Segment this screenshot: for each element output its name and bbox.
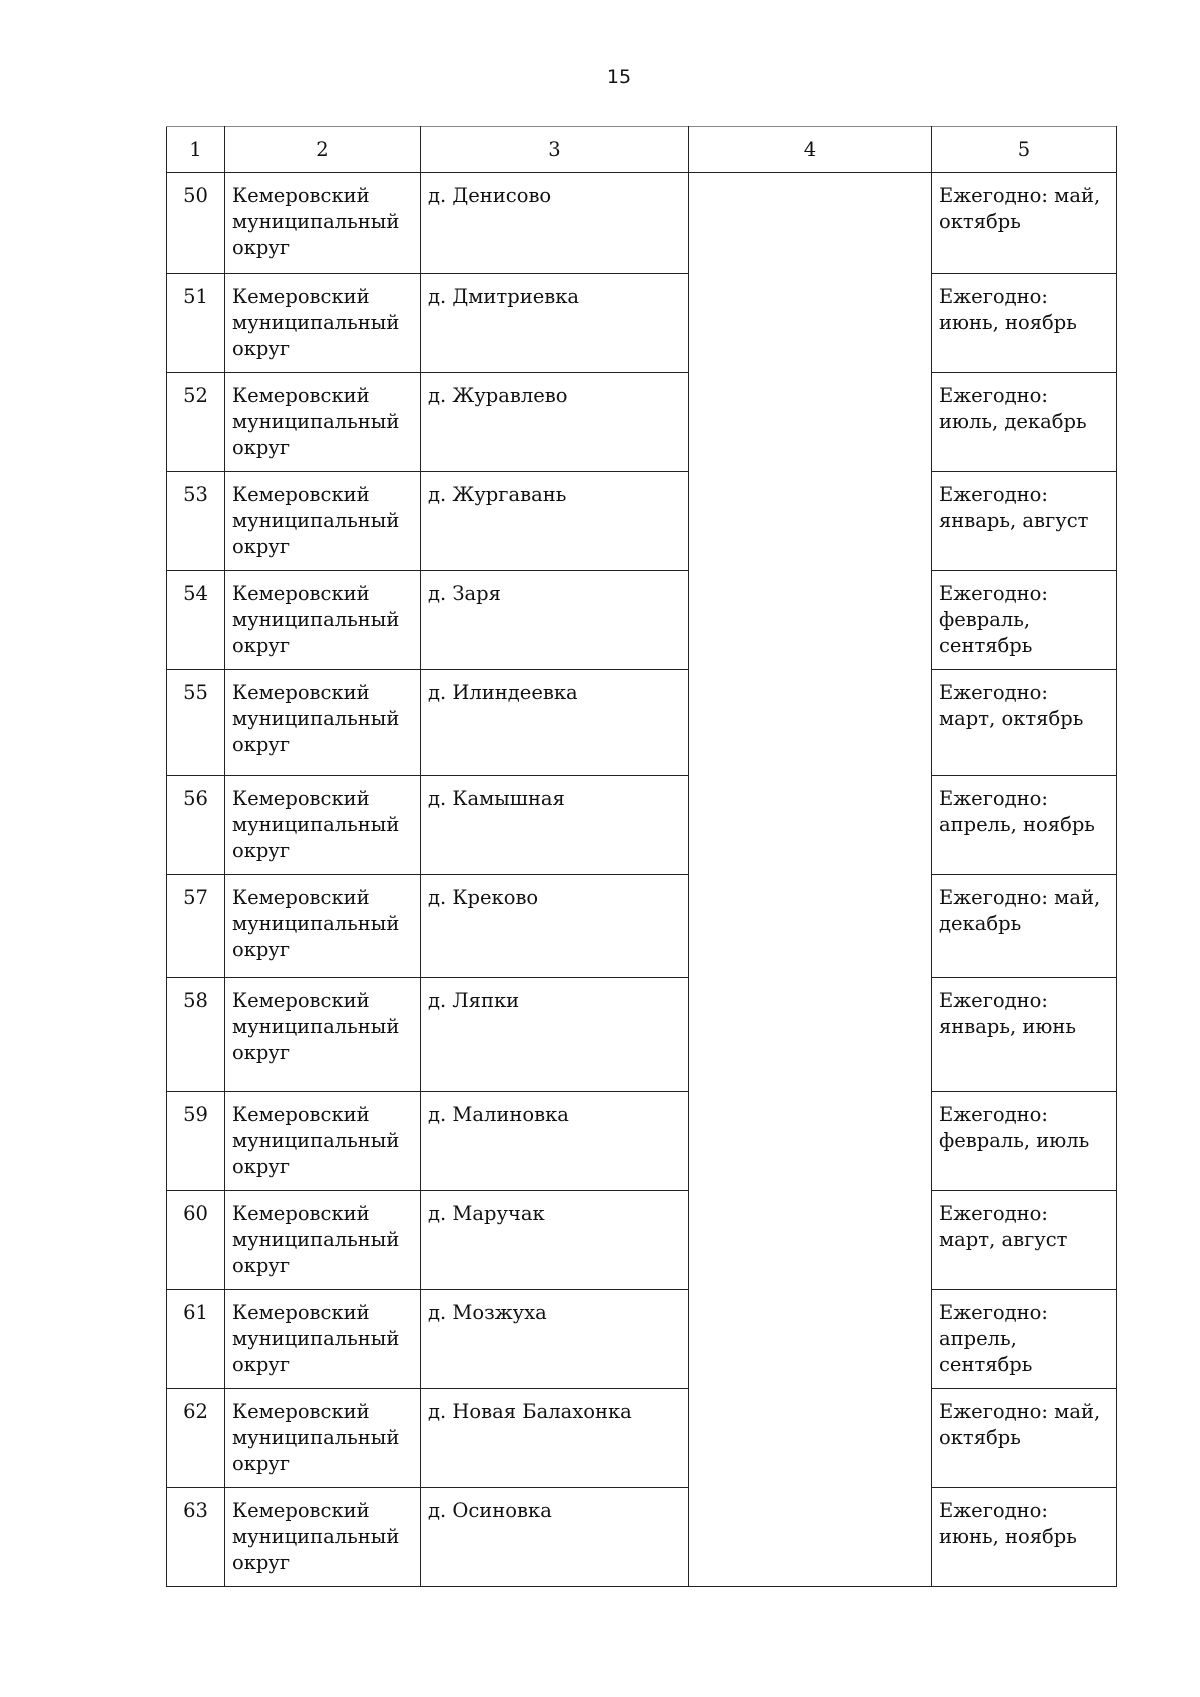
- table-row: [167, 776, 1117, 875]
- schedule-cell: Ежегодно: март, август: [932, 1191, 1117, 1290]
- page-number: 15: [606, 66, 632, 88]
- schedule-cell: Ежегодно: май, октябрь: [932, 173, 1117, 274]
- settlement-cell: д. Новая Балахонка: [421, 1389, 689, 1488]
- district-cell: Кемеровский муниципальный округ: [225, 1290, 421, 1389]
- header-cell: 3: [421, 127, 689, 173]
- district-cell: Кемеровский муниципальный округ: [225, 1092, 421, 1191]
- table-row: [167, 875, 1117, 978]
- table-row: [167, 472, 1117, 571]
- row-number-cell: 63: [167, 1488, 225, 1587]
- row-number-cell: 59: [167, 1092, 225, 1191]
- settlement-cell: д. Журавлево: [421, 373, 689, 472]
- row-number-cell: 53: [167, 472, 225, 571]
- district-cell: Кемеровский муниципальный округ: [225, 173, 421, 274]
- row-number-cell: 61: [167, 1290, 225, 1389]
- district-cell: Кемеровский муниципальный округ: [225, 571, 421, 670]
- district-cell: Кемеровский муниципальный округ: [225, 274, 421, 373]
- schedule-cell: Ежегодно: январь, август: [932, 472, 1117, 571]
- table-row: [167, 173, 1117, 274]
- row-number-cell: 50: [167, 173, 225, 274]
- settlement-cell: д. Камышная: [421, 776, 689, 875]
- district-cell: Кемеровский муниципальный округ: [225, 670, 421, 776]
- settlement-cell: д. Мозжуха: [421, 1290, 689, 1389]
- settlement-cell: д. Маручак: [421, 1191, 689, 1290]
- district-cell: Кемеровский муниципальный округ: [225, 373, 421, 472]
- header-cell: 1: [167, 127, 225, 173]
- header-cell: 2: [225, 127, 421, 173]
- schedule-cell: Ежегодно: март, октябрь: [932, 670, 1117, 776]
- table-row: [167, 1092, 1117, 1191]
- row-number-cell: 58: [167, 978, 225, 1092]
- row-number-cell: 56: [167, 776, 225, 875]
- district-cell: Кемеровский муниципальный округ: [225, 776, 421, 875]
- table-row: [167, 571, 1117, 670]
- schedule-table: [166, 126, 1117, 1587]
- settlement-cell: д. Илиндеевка: [421, 670, 689, 776]
- header-row: [167, 127, 1117, 173]
- settlement-cell: д. Осиновка: [421, 1488, 689, 1587]
- schedule-cell: Ежегодно: май, октябрь: [932, 1389, 1117, 1488]
- schedule-cell: Ежегодно: февраль, июль: [932, 1092, 1117, 1191]
- schedule-cell: Ежегодно: май, декабрь: [932, 875, 1117, 978]
- settlement-cell: д. Заря: [421, 571, 689, 670]
- row-number-cell: 55: [167, 670, 225, 776]
- table-row: [167, 1389, 1117, 1488]
- district-cell: Кемеровский муниципальный округ: [225, 1488, 421, 1587]
- table-row: [167, 373, 1117, 472]
- row-number-cell: 62: [167, 1389, 225, 1488]
- row-number-cell: 60: [167, 1191, 225, 1290]
- table-row: [167, 1290, 1117, 1389]
- row-number-cell: 51: [167, 274, 225, 373]
- schedule-cell: Ежегодно: апрель, ноябрь: [932, 776, 1117, 875]
- table-row: [167, 1191, 1117, 1290]
- settlement-cell: д. Ляпки: [421, 978, 689, 1092]
- schedule-cell: Ежегодно: июль, декабрь: [932, 373, 1117, 472]
- district-cell: Кемеровский муниципальный округ: [225, 978, 421, 1092]
- row-number-cell: 54: [167, 571, 225, 670]
- schedule-cell: Ежегодно: февраль, сентябрь: [932, 571, 1117, 670]
- settlement-cell: д. Дмитриевка: [421, 274, 689, 373]
- row-number-cell: 57: [167, 875, 225, 978]
- row-number-cell: 52: [167, 373, 225, 472]
- district-cell: Кемеровский муниципальный округ: [225, 1191, 421, 1290]
- header-cell: 5: [932, 127, 1117, 173]
- table-row: [167, 670, 1117, 776]
- table-row: [167, 1488, 1117, 1587]
- settlement-cell: д. Денисово: [421, 173, 689, 274]
- table-row: [167, 274, 1117, 373]
- schedule-cell: Ежегодно: июнь, ноябрь: [932, 274, 1117, 373]
- settlement-cell: д. Креково: [421, 875, 689, 978]
- table-row: [167, 978, 1117, 1092]
- header-cell: 4: [689, 127, 932, 173]
- district-cell: Кемеровский муниципальный округ: [225, 875, 421, 978]
- settlement-cell: д. Малиновка: [421, 1092, 689, 1191]
- district-cell: Кемеровский муниципальный округ: [225, 472, 421, 571]
- table-body: [167, 173, 1117, 1587]
- schedule-cell: Ежегодно: апрель, сентябрь: [932, 1290, 1117, 1389]
- settlement-cell: д. Жургавань: [421, 472, 689, 571]
- district-cell: Кемеровский муниципальный округ: [225, 1389, 421, 1488]
- schedule-cell: Ежегодно: июнь, ноябрь: [932, 1488, 1117, 1587]
- schedule-cell: Ежегодно: январь, июнь: [932, 978, 1117, 1092]
- column-4-merged-cell: [689, 173, 932, 1587]
